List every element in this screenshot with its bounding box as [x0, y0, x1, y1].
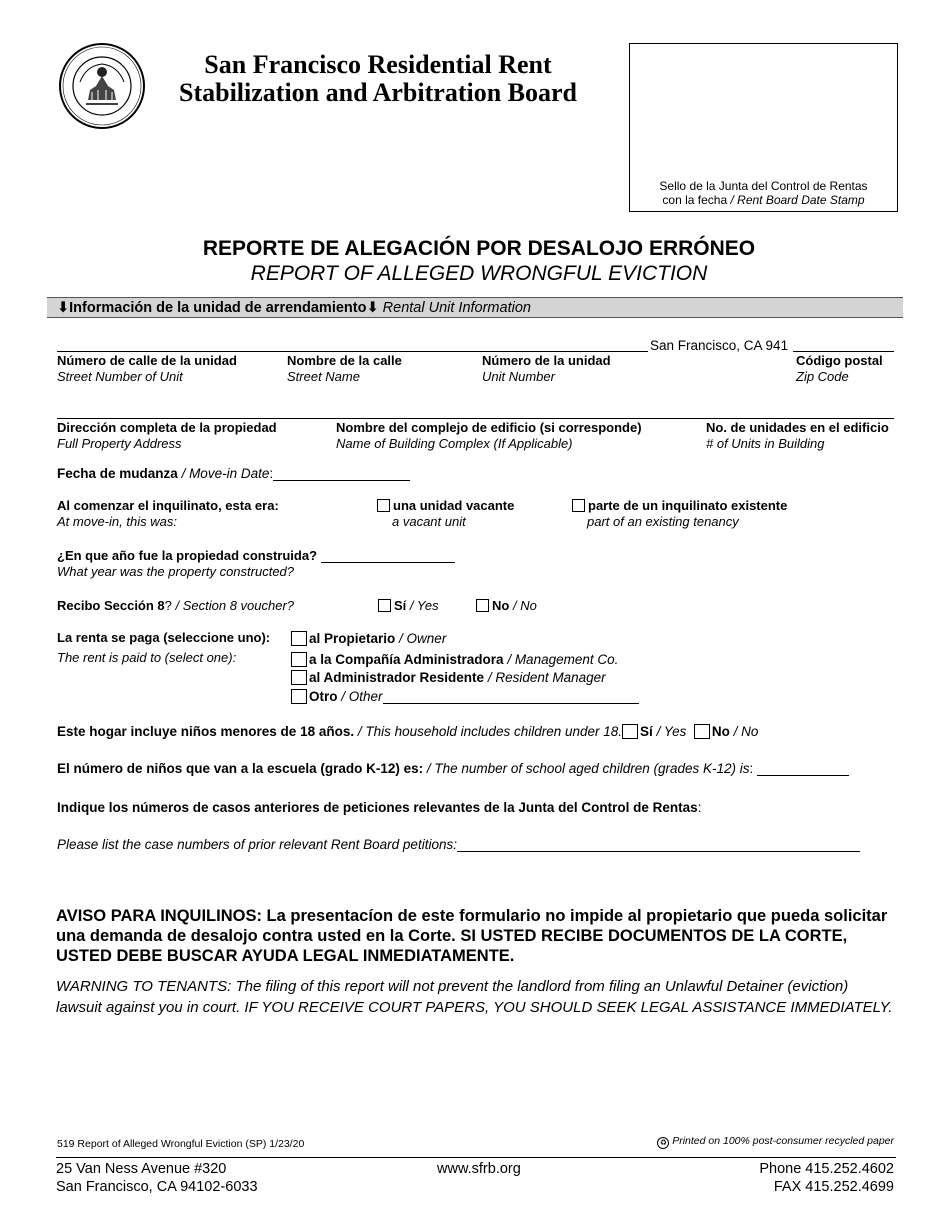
existing-tenancy-checkbox[interactable] [572, 499, 585, 512]
section8-q: ? [164, 598, 172, 613]
units-in-building-label: No. de unidades en el edificio [706, 420, 889, 435]
property-info-line[interactable] [57, 418, 894, 419]
date-stamp-box [629, 43, 898, 212]
rent-paid-label-en: The rent is paid to (select one): [57, 650, 237, 665]
school-children-colon: : [749, 761, 754, 776]
zip-code-label-en: Zip Code [796, 369, 849, 384]
children-label: Este hogar incluye niños menores de 18 años. [57, 724, 355, 739]
owner-label-en: / Owner [399, 631, 447, 646]
units-in-building-label-en: # of Units in Building [706, 436, 825, 451]
street-number-label: Número de calle de la unidad [57, 353, 237, 368]
unit-number-label-en: Unit Number [482, 369, 555, 384]
city-prefix: San Francisco, CA 941 [650, 338, 789, 353]
warning-en: WARNING TO TENANTS: The filing of this report will not prevent the landlord from filing an Unlawful Detainer (eviction) lawsuit against you in court. IF YOU RECEIVE COURT PAPERS, YOU SHOULD SEEK LEGAL ASSISTANCE IMMEDIATELY. [56, 978, 893, 1016]
vacant-unit-label: una unidad vacante [393, 498, 515, 513]
section8-no-label-en: / No [512, 598, 537, 613]
year-built-label: ¿En que año fue la propiedad construida? [57, 548, 318, 563]
section8-label-en: / Section 8 voucher? [175, 598, 295, 613]
city-seal [58, 42, 146, 130]
section-title-en: Rental Unit Information [382, 300, 531, 316]
prior-cases-label-en: Please list the case numbers of prior relevant Rent Board petitions: [57, 837, 457, 852]
resident-manager-checkbox[interactable] [291, 670, 307, 685]
tenancy-label: Al comenzar el inquilinato, esta era: [57, 498, 279, 513]
full-address-label-en: Full Property Address [57, 436, 182, 451]
website-link[interactable]: www.sfrb.org [437, 1161, 521, 1177]
rent-paid-label: La renta se paga (seleccione uno): [57, 630, 271, 645]
vacant-unit-checkbox[interactable] [377, 499, 390, 512]
section8-yes-checkbox[interactable] [378, 599, 391, 612]
office-address-line2: San Francisco, CA 94102-6033 [56, 1179, 258, 1195]
children-yes-checkbox[interactable] [622, 724, 638, 739]
section8-no-checkbox[interactable] [476, 599, 489, 612]
street-name-label-en: Street Name [287, 369, 360, 384]
owner-checkbox[interactable] [291, 631, 307, 646]
form-title-en: REPORT OF ALLEGED WRONGFUL EVICTION [250, 262, 708, 285]
other-checkbox[interactable] [291, 689, 307, 704]
unit-number-label: Número de la unidad [482, 353, 611, 368]
full-address-label: Dirección completa de la propiedad [57, 420, 277, 435]
move-in-colon: : [269, 466, 274, 481]
management-co-checkbox[interactable] [291, 652, 307, 667]
resident-manager-label-en: / Resident Manager [487, 670, 606, 685]
stamp-label-es: con la fecha [662, 193, 728, 207]
move-in-date-field[interactable] [273, 467, 410, 481]
children-no-label: No [711, 724, 730, 739]
form-title-es: REPORTE DE ALEGACIÓN POR DESALOJO ERRÓNEO [202, 237, 756, 260]
down-arrow-icon: ⬇ [366, 300, 379, 316]
management-co-label-en: / Management Co. [507, 651, 619, 667]
building-complex-label-en: Name of Building Complex (If Applicable) [336, 436, 573, 451]
section8-label: Recibo Sección 8 [57, 598, 165, 613]
recycled-note: Printed on 100% post-consumer recycled paper [672, 1135, 894, 1147]
children-yes-label-en: / Yes [656, 724, 687, 739]
form-id: 519 Report of Alleged Wrongful Eviction (SP) 1/23/20 [57, 1138, 305, 1150]
street-address-line[interactable] [57, 351, 648, 352]
board-name-line1: San Francisco Residential Rent [204, 50, 552, 79]
children-yes-label: Sí [640, 724, 653, 739]
children-no-checkbox[interactable] [694, 724, 710, 739]
prior-cases-colon: : [697, 800, 702, 815]
owner-label: al Propietario [309, 631, 396, 646]
section8-yes-label-en: / Yes [409, 598, 439, 613]
prior-cases-field[interactable] [457, 838, 860, 852]
zip-code-label: Código postal [796, 353, 883, 368]
building-complex-label: Nombre del complejo de edificio (si corresponde) [336, 420, 642, 435]
office-address-line1: 25 Van Ness Avenue #320 [56, 1161, 227, 1177]
management-co-label: a la Compañía Administradora [309, 651, 504, 667]
fax-number: FAX 415.252.4699 [773, 1179, 894, 1195]
warning-es: AVISO PARA INQUILINOS: La presentacíon de este formulario no impide al propietario que pueda solicitar una demanda de desalojo contra usted en la Corte. SI USTED RECIBE DOCUMENTOS DE LA CORTE, USTED DEBE BUSCAR AYUDA LEGAL INMEDIATAMENTE. [56, 907, 888, 965]
footer-divider [56, 1157, 896, 1158]
stamp-label-en: / Rent Board Date Stamp [730, 193, 865, 207]
board-name-line2: Stabilization and Arbitration Board [179, 78, 577, 107]
children-label-en: / This household includes children under 18. [357, 724, 623, 739]
section-title-es: Información de la unidad de arrendamiento [69, 300, 367, 316]
recycle-icon: ♻ [657, 1137, 669, 1149]
move-in-label: Fecha de mudanza [57, 466, 178, 481]
down-arrow-icon: ⬇ [57, 300, 70, 316]
children-no-label-en: / No [733, 724, 759, 739]
resident-manager-label: al Administrador Residente [309, 670, 485, 685]
prior-cases-label: Indique los números de casos anteriores de peticiones relevantes de la Junta del Control de Rentas [57, 800, 698, 815]
school-children-field[interactable] [757, 762, 849, 776]
existing-tenancy-label: parte de un inquilinato existente [588, 498, 788, 513]
existing-tenancy-label-en: part of an existing tenancy [587, 514, 739, 529]
section-bar [47, 297, 903, 318]
street-name-label: Nombre de la calle [287, 353, 402, 368]
move-in-label-en: / Move-in Date [181, 466, 270, 481]
school-children-label-en: / The number of school aged children (grades K-12) is [426, 761, 750, 776]
phone-number: Phone 415.252.4602 [759, 1161, 894, 1177]
street-number-label-en: Street Number of Unit [57, 369, 183, 384]
vacant-unit-label-en: a vacant unit [392, 514, 466, 529]
year-built-label-en: What year was the property constructed? [57, 564, 295, 579]
other-label-en: / Other [341, 688, 383, 704]
other-payee-field[interactable] [383, 690, 639, 704]
section8-no-label: No [492, 598, 510, 613]
year-built-field[interactable] [321, 549, 455, 563]
section8-yes-label: Sí [394, 598, 407, 613]
other-label: Otro [309, 688, 338, 704]
zip-code-field[interactable] [793, 351, 894, 352]
stamp-label-line1: Sello de la Junta del Control de Rentas [659, 179, 868, 193]
tenancy-label-en: At move-in, this was: [57, 514, 177, 529]
school-children-label: El número de niños que van a la escuela (grado K-12) es: [57, 761, 424, 776]
